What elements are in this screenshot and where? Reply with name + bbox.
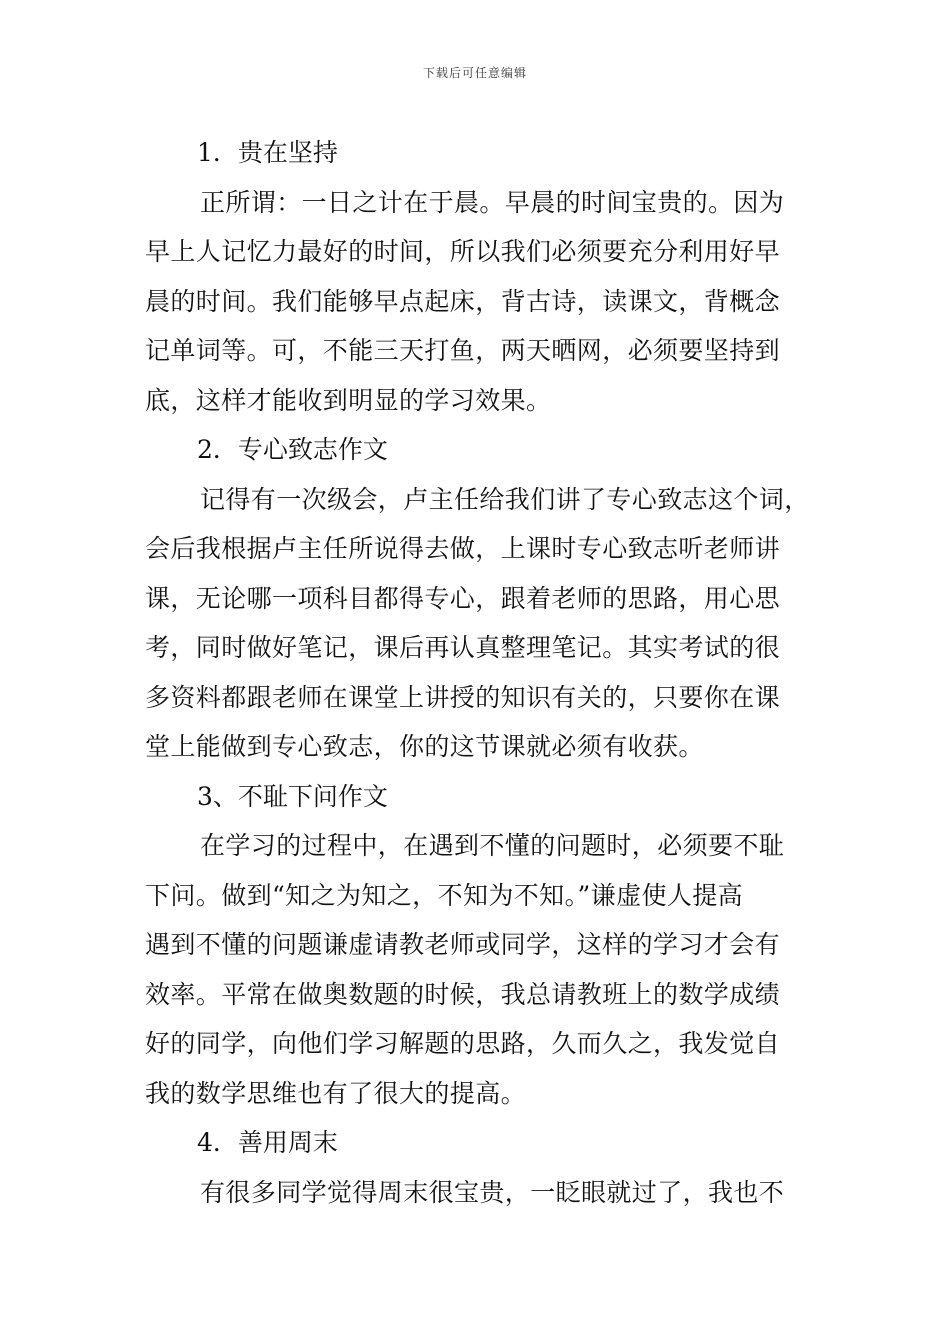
document-body [145, 128, 815, 1217]
paragraph-line: 正所谓：一日之计在于晨。早晨的时间宝贵的。因为 [200, 187, 785, 217]
section-3 [145, 772, 815, 1119]
section-paragraph [145, 178, 815, 426]
paragraph-line: 下问。做到“知之为知之，不知为不知。”谦虚使人提高 [145, 880, 744, 910]
section-paragraph [145, 821, 815, 1118]
paragraph-line: 早上人记忆力最好的时间，所以我们必须要充分利用好早 [145, 237, 781, 266]
paragraph-line: 记得有一次级会，卢主任给我们讲了专心致志这个词， [200, 484, 810, 514]
section-heading: 1．贵在坚持 [197, 138, 338, 167]
paragraph-line: 好的同学，向他们学习解题的思路，久而久之，我发觉自 [145, 1029, 781, 1058]
section-paragraph [145, 475, 815, 772]
paragraph-line: 晨的时间。我们能够早点起床，背古诗，读课文，背概念 [145, 286, 781, 316]
section-heading: 3、不耻下问作文 [197, 781, 388, 811]
section-1 [145, 128, 815, 425]
paragraph-line: 在学习的过程中，在遇到不懂的问题时，必须要不耻 [200, 831, 785, 860]
paragraph-line: 我的数学思维也有了很大的提高。 [145, 1078, 527, 1108]
paragraph-line: 效率。平常在做奥数题的时候，我总请教班上的数学成绩 [145, 979, 781, 1009]
section-2 [145, 425, 815, 772]
paragraph-line: 多资料都跟老师在课堂上讲授的知识有关的，只要你在课 [145, 682, 781, 712]
paragraph-line: 堂上能做到专心致志，你的这节课就必须有收获。 [145, 732, 704, 761]
paragraph-line: 底，这样才能收到明显的学习效果。 [145, 385, 552, 415]
paragraph-line: 考，同时做好笔记，课后再认真整理笔记。其实考试的很 [145, 633, 781, 662]
section-heading: 2．专心致志作文 [197, 435, 388, 464]
paragraph-line: 会后我根据卢主任所说得去做，上课时专心致志听老师讲 [145, 534, 781, 563]
paragraph-line: 遇到不懂的问题谦虚请教老师或同学，这样的学习才会有 [145, 930, 781, 959]
paragraph-line: 有很多同学觉得周末很宝贵，一眨眼就过了，我也不 [200, 1177, 785, 1207]
section-paragraph [145, 1168, 815, 1218]
paragraph-line: 课，无论哪一项科目都得专心，跟着老师的思路，用心思 [145, 583, 781, 613]
header-note: 下载后可任意编辑 [422, 66, 527, 80]
section-heading: 4．善用周末 [197, 1128, 338, 1157]
paragraph-line: 记单词等。可，不能三天打鱼，两天晒网，必须要坚持到 [145, 336, 781, 365]
section-4 [145, 1118, 815, 1217]
